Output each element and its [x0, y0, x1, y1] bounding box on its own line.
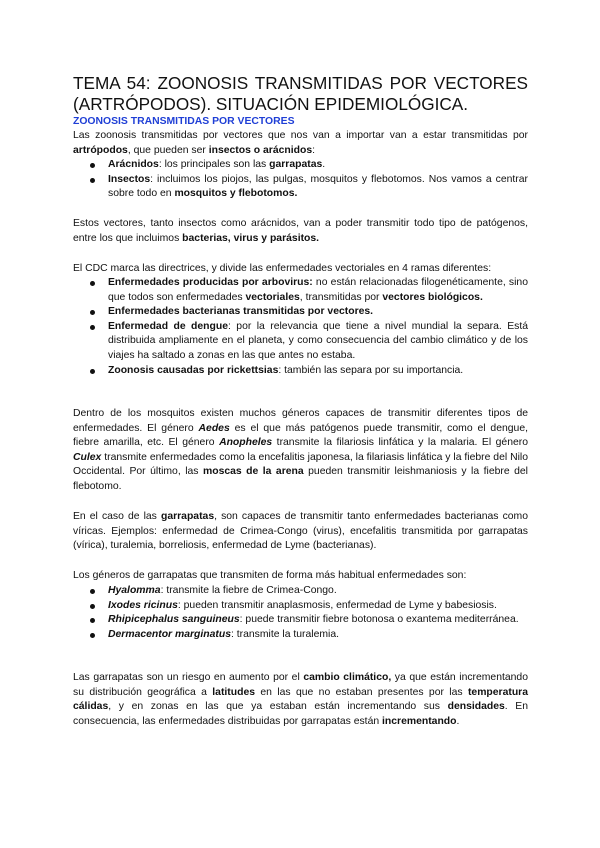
page-title: TEMA 54: ZOONOSIS TRANSMITIDAS POR VECTORES (ARTRÓPODOS). SITUACIÓN EPIDEMIOLÓGICA.: [73, 73, 528, 114]
vectors-paragraph: Estos vectores, tanto insectos como arácnidos, van a poder transmitir todo tipo de patógenos, entre los que incluimos bacterias, virus y parásitos.: [73, 218, 528, 244]
generos-paragraph: Los géneros de garrapatas que transmiten de forma más habitual enfermedades son:: [73, 570, 467, 581]
cdc-paragraph: El CDC marca las directrices, y divide las enfermedades vectoriales en 4 ramas diferentes:: [73, 263, 492, 274]
list-item: Dermacentor marginatus: transmite la turalemia.: [73, 628, 528, 643]
list-item: Ixodes ricinus: pueden transmitir anaplasmosis, enfermedad de Lyme y babesiosis.: [73, 599, 528, 614]
intro-paragraph: Las zoonosis transmitidas por vectores que nos van a importar van a estar transmitidas por artrópodos, que pueden ser insectos o arácnidos:: [73, 130, 528, 156]
list-item: Arácnidos: los principales son las garrapatas.: [73, 158, 528, 173]
cdc-list: [73, 276, 528, 378]
list-item: Enfermedades producidas por arbovirus: no están relacionadas filogenéticamente, sino que todos son enfermedades vectoriales, transmitidas por vectores biológicos.: [73, 276, 528, 305]
mosquitos-paragraph: Dentro de los mosquitos existen muchos géneros capaces de transmitir diferentes tipos de enfermedades. El género Aedes es el que más patógenos puede transmitir, como el dengue, fiebre amarilla, etc. El género Anopheles transmite la filariosis linfática y la malaria. El género Culex transmite enfermedades como la encefalitis japonesa, la filariasis linfática y la fiebre del Nilo Occidental. Por último, las moscas de la arena pueden transmitir leishmaniosis y la fiebre del flebotomo.: [73, 408, 529, 492]
list-item: Enfermedad de dengue: por la relevancia que tiene a nivel mundial la separa. Está distribuida ampliamente en el planeta, y como consecuencia del cambio climático y de los viajes ha saltado a zonas en las que antes no estaba.: [73, 320, 528, 364]
garrapatas-paragraph: En el caso de las garrapatas, son capaces de transmitir tanto enfermedades bacterianas como víricas. Ejemplos: enfermedad de Crimea-Congo (virus), encefalitis transmitida por garrapatas (vírica), turalemia, borreliosis, enfermedad de Lyme (bacterianas).: [73, 511, 528, 552]
section-heading: ZOONOSIS TRANSMITIDAS POR VECTORES: [73, 116, 295, 127]
list-item: Zoonosis causadas por rickettsias: también las separa por su importancia.: [73, 364, 528, 379]
final-paragraph: Las garrapatas son un riesgo en aumento por el cambio climático, ya que están incrementando su distribución geográfica a latitudes en las que no estaban presentes por las temperatura cálidas, y en zonas en las que ya estaban están incrementando sus densidades. En consecuencia, las enfermedades distribuidas por garrapatas están incrementando.: [73, 672, 529, 727]
list-item: Rhipicephalus sanguineus: puede transmitir fiebre botonosa o exantema mediterránea.: [73, 613, 528, 628]
list-item: Hyalomma: transmite la fiebre de Crimea-Congo.: [73, 584, 528, 599]
vector-list: [73, 158, 528, 202]
tick-list: [73, 584, 528, 642]
list-item: Enfermedades bacterianas transmitidas por vectores.: [73, 305, 528, 320]
list-item: Insectos: incluimos los piojos, las pulgas, mosquitos y flebotomos. Nos vamos a centrar sobre todo en mosquitos y flebotomos.: [73, 173, 528, 202]
